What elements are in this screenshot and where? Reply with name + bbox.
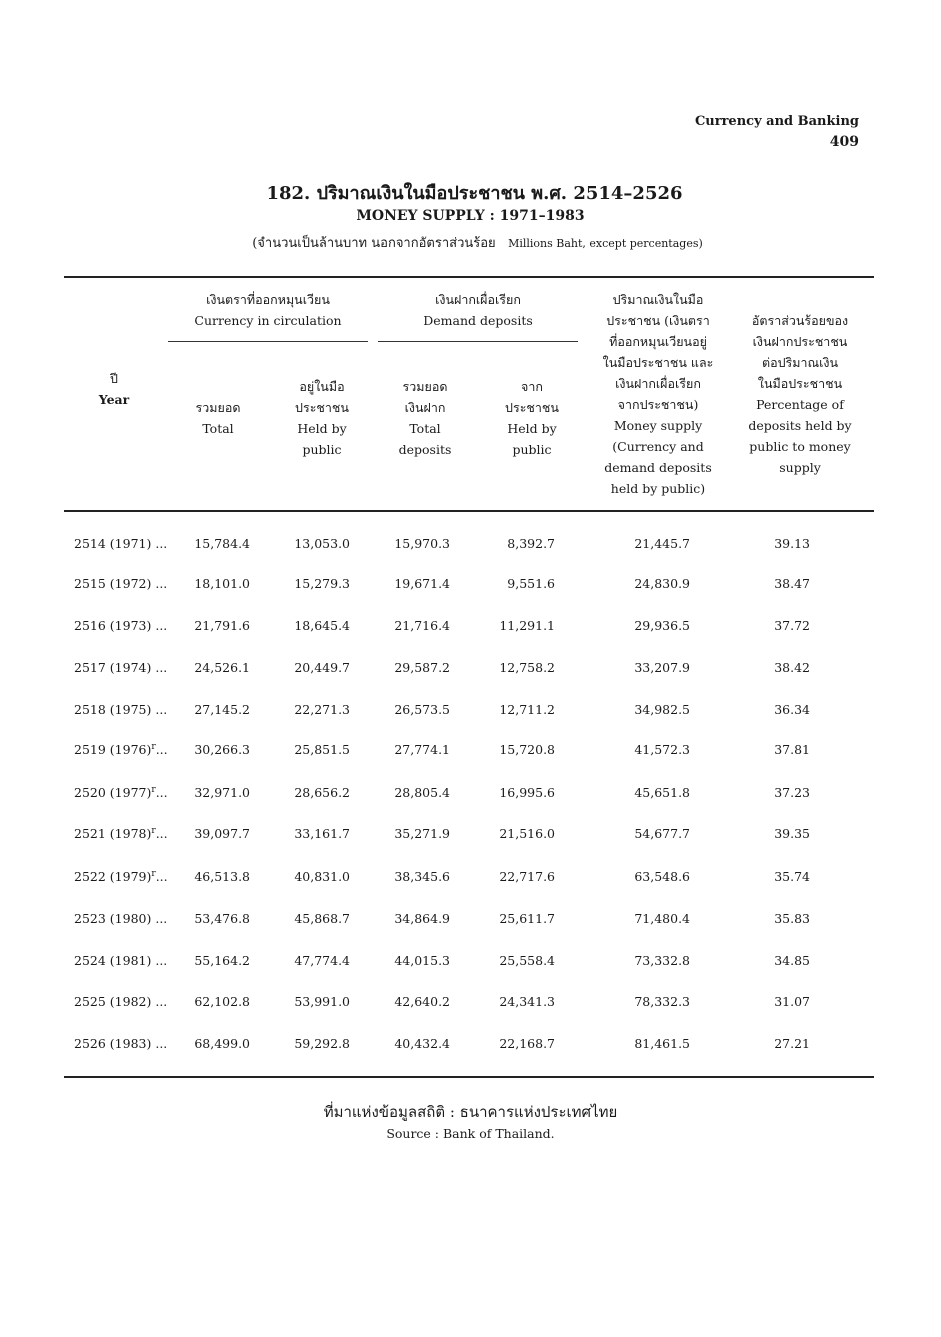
unit-note: [0, 232, 941, 253]
percentage-cell: 35.83: [774, 911, 810, 926]
table-bottom-rule: [64, 1076, 874, 1078]
percentage-cell: 34.85: [774, 953, 810, 968]
header-demand-group-thai: เงินฝากเผื่อเรียก: [435, 292, 521, 307]
header-currency-public: [272, 376, 372, 460]
header-money-supply-thai-3: ที่ออกหมุนเวียนอยู่: [609, 334, 707, 349]
table-row: [0, 618, 941, 642]
currency-held-cell: 47,774.4: [294, 953, 350, 968]
percentage-cell: 31.07: [774, 994, 810, 1009]
header-currency-public-english-1: Held by: [297, 421, 347, 436]
year-cell: 2518 (1975) ...: [74, 702, 168, 718]
deposit-public-cell: 9,551.6: [507, 576, 555, 591]
header-bottom-rule: [64, 510, 874, 512]
money-supply-cell: 33,207.9: [634, 660, 690, 675]
table-row: [0, 660, 941, 684]
currency-held-cell: 40,831.0: [294, 869, 350, 884]
source-english: Source : Bank of Thailand.: [386, 1126, 555, 1141]
header-year: [74, 368, 154, 410]
header-demand-public: [482, 376, 582, 460]
deposit-public-cell: 22,168.7: [499, 1036, 555, 1051]
currency-total-cell: 68,499.0: [194, 1036, 250, 1051]
table-row: [0, 911, 941, 935]
header-money-supply-english-2: (Currency and: [612, 439, 704, 454]
unit-note-thai: (จำนวนเป็นล้านบาท นอกจากอัตราส่วนร้อย: [252, 236, 496, 251]
percentage-cell: 38.42: [774, 660, 810, 675]
header-demand-total: [375, 376, 475, 460]
year-cell: 2515 (1972) ...: [74, 576, 168, 592]
percentage-cell: 37.81: [774, 742, 810, 757]
table-row: [0, 994, 941, 1018]
deposit-public-cell: 21,516.0: [499, 826, 555, 841]
currency-held-cell: 13,053.0: [294, 536, 350, 551]
currency-group-rule: [168, 341, 368, 342]
header-currency-total-english: Total: [202, 421, 234, 436]
currency-held-cell: 59,292.8: [294, 1036, 350, 1051]
money-supply-cell: 34,982.5: [634, 702, 690, 717]
year-cell: 2519 $(1976)^r$...: [74, 742, 168, 758]
money-supply-cell: 54,677.7: [634, 826, 690, 841]
percentage-cell: 35.74: [774, 869, 810, 884]
deposit-total-cell: 38,345.6: [394, 869, 450, 884]
deposit-total-cell: 29,587.2: [394, 660, 450, 675]
table-row: [0, 1036, 941, 1060]
header-currency-group: [168, 289, 368, 331]
unit-note-english: Millions Baht, except percentages): [508, 237, 703, 250]
deposit-total-cell: 26,573.5: [394, 702, 450, 717]
header-currency-group-english: Currency in circulation: [194, 313, 342, 328]
currency-total-cell: 21,791.6: [194, 618, 250, 633]
demand-group-rule: [378, 341, 578, 342]
table-row: [0, 702, 941, 726]
year-cell: 2521 $(1978)^r$...: [74, 826, 168, 842]
percentage-cell: 37.23: [774, 785, 810, 800]
currency-total-cell: 39,097.7: [194, 826, 250, 841]
year-cell: 2516 (1973) ...: [74, 618, 168, 634]
header-year-thai: ปี: [110, 371, 118, 386]
year-cell: 2514 (1971) ...: [74, 536, 168, 552]
money-supply-cell: 71,480.4: [634, 911, 690, 926]
currency-held-cell: 33,161.7: [294, 826, 350, 841]
header-demand-group-english: Demand deposits: [423, 313, 533, 328]
header-percentage-thai-1: อัตราส่วนร้อยของ: [751, 313, 849, 328]
money-supply-cell: 41,572.3: [634, 742, 690, 757]
money-supply-cell: 29,936.5: [634, 618, 690, 633]
header-money-supply-thai-6: จากประชาชน): [617, 397, 699, 412]
year-cell: 2522 $(1979)^r$...: [74, 869, 168, 885]
money-supply-cell: 63,548.6: [634, 869, 690, 884]
running-head: [695, 112, 859, 152]
percentage-cell: 27.21: [774, 1036, 810, 1051]
header-demand-public-thai-2: ประชาชน: [505, 400, 559, 415]
deposit-public-cell: 8,392.7: [507, 536, 555, 551]
header-demand-total-thai-2: เงินฝาก: [404, 400, 446, 415]
header-percentage-thai-4: ในมือประชาชน: [757, 376, 843, 391]
currency-total-cell: 18,101.0: [194, 576, 250, 591]
header-demand-total-thai-1: รวมยอด: [402, 379, 448, 394]
deposit-total-cell: 19,671.4: [394, 576, 450, 591]
table-row: [0, 826, 941, 850]
year-cell: 2526 (1983) ...: [74, 1036, 168, 1052]
money-supply-cell: 45,651.8: [634, 785, 690, 800]
deposit-total-cell: 44,015.3: [394, 953, 450, 968]
header-demand-group: [378, 289, 578, 331]
header-demand-total-english-1: Total: [409, 421, 441, 436]
money-supply-cell: 73,332.8: [634, 953, 690, 968]
deposit-public-cell: 25,558.4: [499, 953, 555, 968]
header-money-supply-thai-1: ปริมาณเงินในมือ: [612, 292, 704, 307]
year-cell: 2525 (1982) ...: [74, 994, 168, 1010]
currency-total-cell: 53,476.8: [194, 911, 250, 926]
header-demand-public-english-2: public: [512, 442, 552, 457]
money-supply-cell: 24,830.9: [634, 576, 690, 591]
currency-total-cell: 30,266.3: [194, 742, 250, 757]
header-money-supply-thai-2: ประชาชน (เงินตรา: [606, 313, 710, 328]
currency-held-cell: 18,645.4: [294, 618, 350, 633]
header-percentage-english-3: public to money: [749, 439, 851, 454]
percentage-cell: 39.13: [774, 536, 810, 551]
deposit-public-cell: 22,717.6: [499, 869, 555, 884]
header-currency-public-thai-2: ประชาชน: [295, 400, 349, 415]
currency-held-cell: 53,991.0: [294, 994, 350, 1009]
currency-total-cell: 15,784.4: [194, 536, 250, 551]
currency-held-cell: 15,279.3: [294, 576, 350, 591]
table-row: [0, 869, 941, 893]
money-supply-cell: 78,332.3: [634, 994, 690, 1009]
table-title-english: MONEY SUPPLY : 1971–1983: [356, 208, 585, 224]
header-percentage-english-2: deposits held by: [748, 418, 852, 433]
page-number: 409: [829, 134, 859, 150]
header-money-supply-english-3: demand deposits: [604, 460, 712, 475]
deposit-public-cell: 16,995.6: [499, 785, 555, 800]
header-money-supply-thai-4: ในมือประชาชน และ: [602, 355, 714, 370]
money-supply-cell: 21,445.7: [634, 536, 690, 551]
percentage-cell: 36.34: [774, 702, 810, 717]
currency-total-cell: 62,102.8: [194, 994, 250, 1009]
currency-total-cell: 27,145.2: [194, 702, 250, 717]
table-title-thai: 182. ปริมาณเงินในมือประชาชน พ.ศ. 2514–2526: [266, 183, 683, 204]
year-cell: 2524 (1981) ...: [74, 953, 168, 969]
currency-held-cell: 25,851.5: [294, 742, 350, 757]
table-top-rule: [64, 276, 874, 278]
deposit-total-cell: 34,864.9: [394, 911, 450, 926]
deposit-total-cell: 42,640.2: [394, 994, 450, 1009]
header-currency-total: [168, 397, 268, 439]
percentage-cell: 37.72: [774, 618, 810, 633]
currency-total-cell: 24,526.1: [194, 660, 250, 675]
header-percentage-thai-3: ต่อปริมาณเงิน: [761, 355, 839, 370]
header-money-supply: [578, 289, 738, 499]
currency-held-cell: 28,656.2: [294, 785, 350, 800]
deposit-total-cell: 28,805.4: [394, 785, 450, 800]
currency-total-cell: 46,513.8: [194, 869, 250, 884]
year-cell: 2517 (1974) ...: [74, 660, 168, 676]
header-demand-public-thai-1: จาก: [521, 379, 543, 394]
header-demand-total-english-2: deposits: [398, 442, 452, 457]
deposit-public-cell: 15,720.8: [499, 742, 555, 757]
deposit-public-cell: 24,341.3: [499, 994, 555, 1009]
table-row: [0, 576, 941, 600]
header-money-supply-thai-5: เงินฝากเผื่อเรียก: [615, 376, 701, 391]
deposit-public-cell: 11,291.1: [499, 618, 555, 633]
deposit-public-cell: 12,711.2: [499, 702, 555, 717]
header-currency-total-thai: รวมยอด: [195, 400, 241, 415]
currency-total-cell: 32,971.0: [194, 785, 250, 800]
deposit-total-cell: 35,271.9: [394, 826, 450, 841]
table-row: [0, 742, 941, 766]
deposit-total-cell: 21,716.4: [394, 618, 450, 633]
deposit-total-cell: 15,970.3: [394, 536, 450, 551]
currency-held-cell: 20,449.7: [294, 660, 350, 675]
header-demand-public-english-1: Held by: [507, 421, 557, 436]
header-percentage-english-4: supply: [779, 460, 821, 475]
header-percentage-thai-2: เงินฝากประชาชน: [752, 334, 848, 349]
deposit-total-cell: 27,774.1: [394, 742, 450, 757]
money-supply-cell: 81,461.5: [634, 1036, 690, 1051]
currency-total-cell: 55,164.2: [194, 953, 250, 968]
percentage-cell: 38.47: [774, 576, 810, 591]
header-currency-public-english-2: public: [302, 442, 342, 457]
year-cell: 2523 (1980) ...: [74, 911, 168, 927]
table-row: [0, 536, 941, 560]
section-name: Currency and Banking: [694, 114, 859, 129]
table-row: [0, 953, 941, 977]
table-row: [0, 785, 941, 809]
source-thai: ที่มาแห่งข้อมูลสถิติ : ธนาคารแห่งประเทศไทย: [323, 1103, 618, 1121]
deposit-total-cell: 40,432.4: [394, 1036, 450, 1051]
currency-held-cell: 22,271.3: [294, 702, 350, 717]
header-percentage: [725, 310, 875, 478]
percentage-cell: 39.35: [774, 826, 810, 841]
header-percentage-english-1: Percentage of: [756, 397, 844, 412]
deposit-public-cell: 12,758.2: [499, 660, 555, 675]
deposit-public-cell: 25,611.7: [499, 911, 555, 926]
header-currency-public-thai-1: อยู่ในมือ: [299, 379, 345, 394]
header-year-english: Year: [98, 392, 130, 407]
year-cell: 2520 $(1977)^r$...: [74, 785, 168, 801]
header-money-supply-english-4: held by public): [610, 481, 706, 496]
header-currency-group-thai: เงินตราที่ออกหมุนเวียน: [206, 292, 330, 307]
header-money-supply-english-1: Money supply: [613, 418, 703, 433]
currency-held-cell: 45,868.7: [294, 911, 350, 926]
